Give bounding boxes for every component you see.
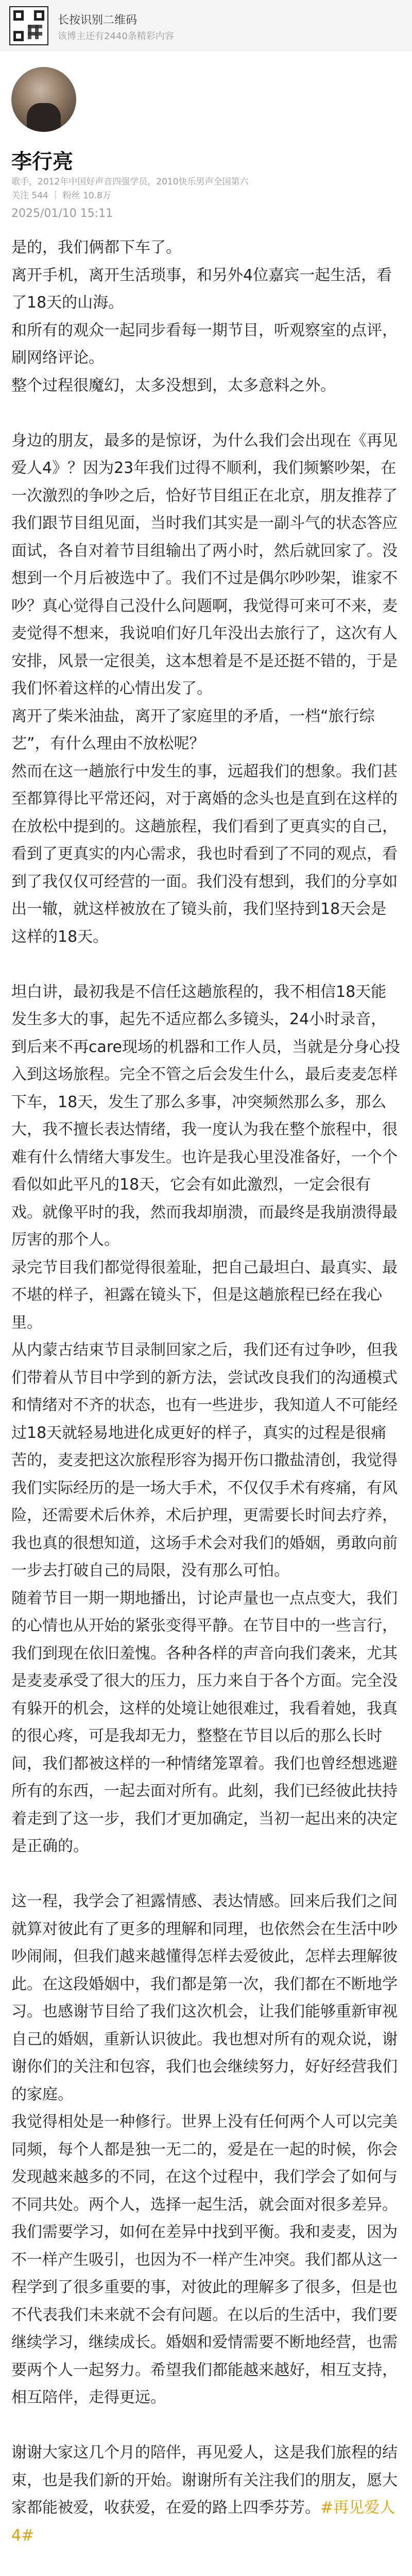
share-banner xyxy=(0,0,412,52)
hashtag-link[interactable]: #再见爱人4# xyxy=(11,2499,396,2545)
banner-title: 长按识别二维码 xyxy=(58,14,138,27)
paragraph: 这一程，我学会了袒露情感、表达情感。回来后我们之间就算对彼此有了更多的理解和同理，也依然会在生活中吵吵闹闹，但我们越来越懂得怎样去爱彼此，怎样去理解彼此。在这段婚姻中，我们都是第一次，我们都在不断地学习。也感谢节目给了我们这次机会，让我们能够重新审视自己的婚姻，重新认识彼此。我也想对所有的观众说，谢谢你们的关注和包容，我们也会继续努力，好好经营我们的家庭。 xyxy=(11,1892,398,2104)
qr-code-icon[interactable] xyxy=(9,6,48,45)
paragraph xyxy=(11,2439,401,2549)
paragraph: 坦白讲，最初我是不信任这趟旅程的，我不相信18天能发生多大的事，起先不适应都么多镜头，24小时录音，到后来不再care现场的机器和工作人员，当就是分身心投入到这场旅程。完全不管之后会发生什么，最后麦麦怎样下车，18天，发生了那么多事，冲突频然那么多，那么大，我不擅长表达情绪，我一度认为我在整个旅程中，很难有什么情绪大事发生。也许是我心里没准备好，一个个看似如此平凡的18天，它会有如此激烈，一定会很有戏。就像平时的我，然而我却崩溃，而最终是我崩溃得最厉害的那个人。 xyxy=(11,982,401,1249)
paragraph-text: 谢谢大家这几个月的陪伴，再见爱人，这是我们旅程的结束，也是我们新的开始。谢谢所有关注我们的朋友，愿大家都能被爱，收获爱，在爱的路上四季芬芳。 xyxy=(11,2444,398,2517)
post-timestamp: 2025/01/10 15:11 xyxy=(11,207,113,220)
paragraph: 从内蒙古结束节目录制回家之后，我们还有过争吵，但我们带着从节目中学到的新方法，尝试改良我们的沟通模式和情绪对不齐的状态，也有一些进步，我知道人不可能经过18天就轻易地进化成更好的样子，真实的过程是很痛苦的，麦麦把这次旅程形容为揭开伤口撒盐清创，我觉得我们实际经历的是一场大手术，不仅仅手术有疼痛，有风险，还需要术后休养，术后护理，更需要长时间去疗养，我也真的很想知道，这场手术会对我们的婚姻，勇敢向前一步去打破自己的局限，没有那么可怕。 xyxy=(11,1341,398,1580)
paragraph: 我觉得相处是一种修行。世界上没有任何两个人可以完美同频，每个人都是独一无二的，爱是在一起的时候，你会发现越来越多的不同，在这个过程中，我们学会了如何与不同共处。两个人，选择一起生活，就会面对很多差异。我们需要学习，如何在差异中找到平衡。我和麦麦，因为不一样产生吸引，也因为不一样产生冲突。我们都从这一程学到了很多重要的事，对彼此的理解多了很多，但是也不代表我们未来就不会有问题。在以后的生活中，我们要继续学习，继续成长。婚姻和爱情需要不断地经营，也需要两个人一起努力。希望我们都能越来越好，相互支持，相互陪伴，走得更远。 xyxy=(11,2113,398,2406)
paragraph: 整个过程很魔幻，太多没想到，太多意料之外。 xyxy=(11,376,336,395)
paragraph: 身边的朋友，最多的是惊讶，为什么我们会出现在《再见爱人4》？因为23年我们过得不顺利，我们频繁吵架，在一次激烈的争吵之后，恰好节目组正在北京，朋友推荐了我们跟节目组见面，当时我们其实是一副斗气的状态答应面试，各自对着节目组输出了两小时，然后就回家了。没想到一个月后被选中了。我们不过是偶尔吵吵架，谁家不吵？真心觉得自己没什么问题啊，我觉得可来可不来，麦麦觉得不想来，我说咱们好几年没出去旅行了，这次有人安排，风景一定很美，这本想着是不是还挺不错的，于是我们怀着这样的心情出发了。 xyxy=(11,431,398,698)
author-name[interactable]: 李行亮 xyxy=(11,150,73,174)
paragraph: 离开了柴米油盐，离开了家庭里的矛盾，一档“旅行综艺”，有什么理由不放松呢？ xyxy=(11,707,375,753)
banner-subtitle: 该博主还有2440条精彩内容 xyxy=(58,31,174,42)
author-bio: 歌手，2012年中国好声音四强学员，2010快乐男声全国第六 xyxy=(11,177,249,187)
avatar[interactable] xyxy=(11,67,76,132)
paragraph: 和所有的观众一起同步看每一期节目，听观察室的点评，刷网络评论。 xyxy=(11,321,398,367)
paragraph: 离开手机，离开生活琐事，和另外4位嘉宾一起生活，看了18天的山海。 xyxy=(11,266,392,312)
paragraph: 是的，我们俩都下车了。 xyxy=(11,239,181,257)
author-stats: 关注 544 ｜ 粉丝 10.8万 xyxy=(11,191,111,201)
paragraph: 然而在这一趟旅行中发生的事，远超我们的想象。我们甚至都算得比平常还闷，对于离婚的念头也是直到在这样的在放松中提到的。这趟旅程，我们看到了更真实的自己，看到了更真实的内心需求，我也时看到了不同的观点，看到了我仅仅可经营的一面。我们没有想到，我们的分享如出一辙，就这样被放在了镜头前，我们坚持到18天会是这样的18天。 xyxy=(11,762,398,946)
post-body xyxy=(11,234,401,2549)
paragraph: 随着节目一期一期地播出，讨论声量也一点点变大，我们的心情也从开始的紧张变得平静。在节目中的一些言行，我们到现在依旧羞愧。各种各样的声音向我们袭来，尤其是麦麦承受了很大的压力，压力来自于各个方面。完全没有躲开的机会，这样的处境让她很难过，我看着她，我真的很心疼，可是我却无力，整整在节目以后的那么长时间，我们都被这样的一种情绪笼罩着。我们也曾经想逃避所有的东西，一起去面对所有。此刻，我们已经彼此扶持着走到了这一步，我们才更加确定，当初一起出来的决定是正确的。 xyxy=(11,1589,398,1855)
paragraph: 录完节目我们都觉得很羞耻，把自己最坦白、最真实、最不堪的样子，袒露在镜头下，但是这趟旅程已经在我心里。 xyxy=(11,1258,398,1332)
